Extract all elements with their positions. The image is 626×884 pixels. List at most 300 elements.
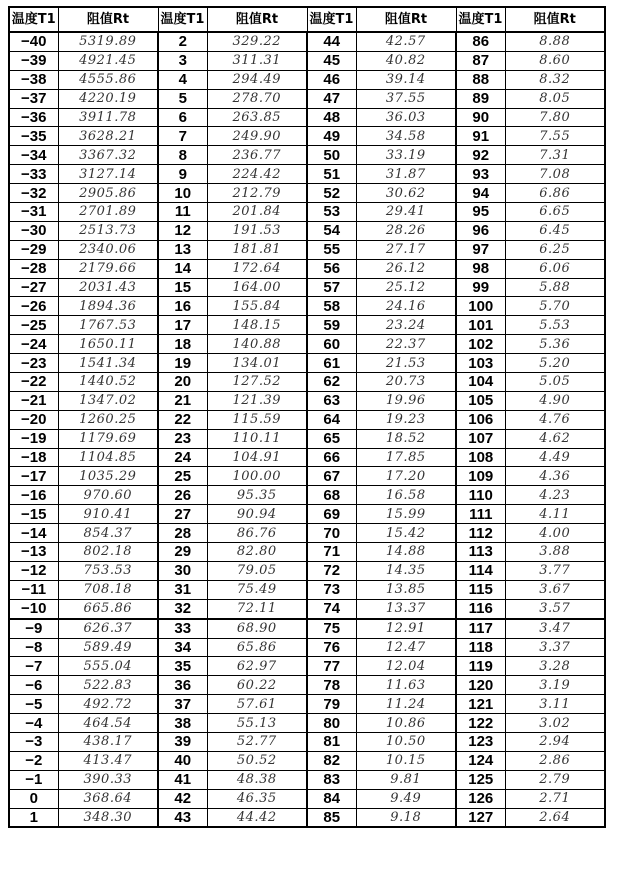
temp-cell: 4 [158, 70, 207, 89]
temp-cell: 24 [158, 448, 207, 467]
table-row [9, 51, 605, 70]
temp-cell: 116 [456, 599, 505, 618]
temp-cell: −26 [9, 297, 58, 316]
temp-cell: 109 [456, 467, 505, 486]
header-temp-2: 温度T1 [158, 7, 207, 32]
temp-cell: −3 [9, 732, 58, 751]
resistance-cell: 6.25 [505, 240, 605, 259]
resistance-cell: 2.94 [505, 732, 605, 751]
temp-cell: 96 [456, 221, 505, 240]
resistance-cell: 4.49 [505, 448, 605, 467]
resistance-cell: 3.11 [505, 695, 605, 714]
resistance-cell: 75.49 [207, 580, 307, 599]
resistance-cell: 3367.32 [58, 146, 158, 165]
table-row [9, 410, 605, 429]
temp-cell: −17 [9, 467, 58, 486]
temp-cell: 92 [456, 146, 505, 165]
resistance-cell: 115.59 [207, 410, 307, 429]
resistance-cell: 25.12 [356, 278, 456, 297]
table-row [9, 599, 605, 618]
table-row [9, 278, 605, 297]
table-row [9, 391, 605, 410]
temp-cell: −37 [9, 89, 58, 108]
temp-cell: −27 [9, 278, 58, 297]
temp-cell: 59 [307, 316, 356, 335]
resistance-cell: 2.79 [505, 770, 605, 789]
temp-cell: 81 [307, 732, 356, 751]
resistance-cell: 34.58 [356, 127, 456, 146]
resistance-cell: 2701.89 [58, 203, 158, 222]
resistance-cell: 1179.69 [58, 429, 158, 448]
temp-cell: −15 [9, 505, 58, 524]
resistance-cell: 110.11 [207, 429, 307, 448]
table-row [9, 221, 605, 240]
temp-cell: 55 [307, 240, 356, 259]
temp-cell: −30 [9, 221, 58, 240]
resistance-cell: 4.23 [505, 486, 605, 505]
resistance-cell: 854.37 [58, 524, 158, 543]
resistance-cell: 626.37 [58, 619, 158, 638]
temp-cell: 47 [307, 89, 356, 108]
resistance-cell: 1541.34 [58, 354, 158, 373]
resistance-cell: 134.01 [207, 354, 307, 373]
resistance-cell: 201.84 [207, 203, 307, 222]
table-row [9, 695, 605, 714]
resistance-cell: 1894.36 [58, 297, 158, 316]
table-row [9, 448, 605, 467]
resistance-cell: 18.52 [356, 429, 456, 448]
temp-cell: −22 [9, 373, 58, 392]
table-row [9, 335, 605, 354]
resistance-cell: 57.61 [207, 695, 307, 714]
temp-cell: 65 [307, 429, 356, 448]
temp-cell: 30 [158, 561, 207, 580]
temp-cell: 14 [158, 259, 207, 278]
resistance-cell: 2.86 [505, 751, 605, 770]
temp-cell: 1 [9, 808, 58, 827]
temp-cell: 31 [158, 580, 207, 599]
temp-cell: 126 [456, 789, 505, 808]
temp-cell: −2 [9, 751, 58, 770]
temp-cell: 33 [158, 619, 207, 638]
temp-cell: 19 [158, 354, 207, 373]
resistance-cell: 294.49 [207, 70, 307, 89]
resistance-cell: 1440.52 [58, 373, 158, 392]
temp-cell: 101 [456, 316, 505, 335]
resistance-cell: 148.15 [207, 316, 307, 335]
resistance-cell: 589.49 [58, 638, 158, 657]
temp-cell: 51 [307, 165, 356, 184]
resistance-cell: 10.15 [356, 751, 456, 770]
resistance-cell: 6.06 [505, 259, 605, 278]
resistance-cell: 7.31 [505, 146, 605, 165]
temp-cell: 76 [307, 638, 356, 657]
temp-cell: 16 [158, 297, 207, 316]
temp-cell: 38 [158, 714, 207, 733]
resistance-cell: 140.88 [207, 335, 307, 354]
temp-cell: 91 [456, 127, 505, 146]
temp-cell: 71 [307, 543, 356, 562]
table-row [9, 146, 605, 165]
temp-cell: 45 [307, 51, 356, 70]
resistance-cell: 9.18 [356, 808, 456, 827]
resistance-cell: 6.65 [505, 203, 605, 222]
resistance-cell: 9.49 [356, 789, 456, 808]
table-row [9, 789, 605, 808]
temp-cell: 125 [456, 770, 505, 789]
resistance-cell: 1260.25 [58, 410, 158, 429]
resistance-cell: 5.05 [505, 373, 605, 392]
temp-cell: 104 [456, 373, 505, 392]
temp-cell: −6 [9, 676, 58, 695]
resistance-cell: 3.77 [505, 561, 605, 580]
resistance-cell: 27.17 [356, 240, 456, 259]
resistance-cell: 44.42 [207, 808, 307, 827]
resistance-cell: 5.20 [505, 354, 605, 373]
resistance-cell: 1347.02 [58, 391, 158, 410]
resistance-cell: 311.31 [207, 51, 307, 70]
temp-cell: 9 [158, 165, 207, 184]
resistance-cell: 79.05 [207, 561, 307, 580]
temp-cell: −8 [9, 638, 58, 657]
temp-cell: −34 [9, 146, 58, 165]
resistance-cell: 4220.19 [58, 89, 158, 108]
resistance-cell: 90.94 [207, 505, 307, 524]
temp-cell: 37 [158, 695, 207, 714]
resistance-cell: 5.53 [505, 316, 605, 335]
resistance-cell: 121.39 [207, 391, 307, 410]
resistance-cell: 23.24 [356, 316, 456, 335]
resistance-cell: 212.79 [207, 184, 307, 203]
table-row [9, 580, 605, 599]
temp-cell: 74 [307, 599, 356, 618]
temp-cell: 29 [158, 543, 207, 562]
temp-cell: 50 [307, 146, 356, 165]
resistance-cell: 1035.29 [58, 467, 158, 486]
resistance-cell: 164.00 [207, 278, 307, 297]
temp-cell: 113 [456, 543, 505, 562]
temp-cell: −33 [9, 165, 58, 184]
resistance-cell: 249.90 [207, 127, 307, 146]
resistance-cell: 86.76 [207, 524, 307, 543]
temp-cell: −25 [9, 316, 58, 335]
temp-cell: 88 [456, 70, 505, 89]
resistance-cell: 3.19 [505, 676, 605, 695]
resistance-cell: 708.18 [58, 580, 158, 599]
resistance-cell: 82.80 [207, 543, 307, 562]
temp-cell: 94 [456, 184, 505, 203]
temp-cell: 40 [158, 751, 207, 770]
temp-cell: 103 [456, 354, 505, 373]
resistance-cell: 5.36 [505, 335, 605, 354]
temp-cell: 90 [456, 108, 505, 127]
temp-cell: 53 [307, 203, 356, 222]
temp-cell: 70 [307, 524, 356, 543]
resistance-cell: 21.53 [356, 354, 456, 373]
temp-cell: 18 [158, 335, 207, 354]
table-row [9, 619, 605, 638]
temp-cell: 61 [307, 354, 356, 373]
temp-cell: 27 [158, 505, 207, 524]
temp-cell: −39 [9, 51, 58, 70]
temp-cell: 122 [456, 714, 505, 733]
resistance-cell: 7.55 [505, 127, 605, 146]
temp-cell: 63 [307, 391, 356, 410]
resistance-cell: 14.88 [356, 543, 456, 562]
resistance-cell: 5319.89 [58, 32, 158, 51]
resistance-cell: 30.62 [356, 184, 456, 203]
resistance-cell: 7.08 [505, 165, 605, 184]
resistance-cell: 12.47 [356, 638, 456, 657]
resistance-cell: 37.55 [356, 89, 456, 108]
temp-cell: 7 [158, 127, 207, 146]
resistance-cell: 329.22 [207, 32, 307, 51]
temp-cell: −32 [9, 184, 58, 203]
resistance-cell: 2179.66 [58, 259, 158, 278]
temp-cell: 112 [456, 524, 505, 543]
table-row [9, 316, 605, 335]
resistance-cell: 802.18 [58, 543, 158, 562]
resistance-cell: 224.42 [207, 165, 307, 184]
table-row [9, 638, 605, 657]
resistance-cell: 13.37 [356, 599, 456, 618]
temp-cell: 99 [456, 278, 505, 297]
resistance-cell: 555.04 [58, 657, 158, 676]
temp-cell: 118 [456, 638, 505, 657]
table-row [9, 108, 605, 127]
resistance-cell: 6.45 [505, 221, 605, 240]
temp-cell: −12 [9, 561, 58, 580]
temp-cell: 17 [158, 316, 207, 335]
resistance-cell: 3127.14 [58, 165, 158, 184]
resistance-cell: 2905.86 [58, 184, 158, 203]
resistance-cell: 48.38 [207, 770, 307, 789]
temp-cell: 62 [307, 373, 356, 392]
resistance-cell: 40.82 [356, 51, 456, 70]
temp-cell: −1 [9, 770, 58, 789]
resistance-cell: 52.77 [207, 732, 307, 751]
temp-cell: −19 [9, 429, 58, 448]
temp-cell: 57 [307, 278, 356, 297]
temp-cell: 84 [307, 789, 356, 808]
resistance-cell: 368.64 [58, 789, 158, 808]
table-row [9, 184, 605, 203]
temp-cell: 98 [456, 259, 505, 278]
resistance-cell: 3628.21 [58, 127, 158, 146]
resistance-cell: 42.57 [356, 32, 456, 51]
temp-cell: 49 [307, 127, 356, 146]
resistance-cell: 7.80 [505, 108, 605, 127]
rt-table [8, 6, 606, 828]
temp-cell: 28 [158, 524, 207, 543]
table-row [9, 429, 605, 448]
temp-cell: 67 [307, 467, 356, 486]
resistance-cell: 12.91 [356, 619, 456, 638]
resistance-cell: 29.41 [356, 203, 456, 222]
table-row [9, 127, 605, 146]
resistance-cell: 8.60 [505, 51, 605, 70]
resistance-cell: 95.35 [207, 486, 307, 505]
table-row [9, 240, 605, 259]
resistance-cell: 155.84 [207, 297, 307, 316]
table-row [9, 505, 605, 524]
header-temp-4: 温度T1 [456, 7, 505, 32]
temp-cell: −28 [9, 259, 58, 278]
temp-cell: 82 [307, 751, 356, 770]
resistance-cell: 20.73 [356, 373, 456, 392]
resistance-cell: 3.47 [505, 619, 605, 638]
resistance-cell: 4.90 [505, 391, 605, 410]
resistance-cell: 60.22 [207, 676, 307, 695]
resistance-cell: 3.28 [505, 657, 605, 676]
temp-cell: 72 [307, 561, 356, 580]
temp-cell: −16 [9, 486, 58, 505]
temp-cell: 5 [158, 89, 207, 108]
resistance-cell: 10.86 [356, 714, 456, 733]
table-row [9, 714, 605, 733]
table-body [9, 32, 605, 827]
temp-cell: 22 [158, 410, 207, 429]
temp-cell: 58 [307, 297, 356, 316]
resistance-cell: 8.88 [505, 32, 605, 51]
temp-cell: 115 [456, 580, 505, 599]
temp-cell: 64 [307, 410, 356, 429]
temp-cell: 35 [158, 657, 207, 676]
resistance-cell: 9.81 [356, 770, 456, 789]
temp-cell: −14 [9, 524, 58, 543]
resistance-cell: 263.85 [207, 108, 307, 127]
temp-cell: 34 [158, 638, 207, 657]
resistance-cell: 36.03 [356, 108, 456, 127]
temp-cell: −10 [9, 599, 58, 618]
resistance-cell: 26.12 [356, 259, 456, 278]
table-row [9, 373, 605, 392]
resistance-cell: 104.91 [207, 448, 307, 467]
resistance-cell: 3.02 [505, 714, 605, 733]
temp-cell: −9 [9, 619, 58, 638]
temp-cell: 105 [456, 391, 505, 410]
temp-cell: −21 [9, 391, 58, 410]
table-row [9, 259, 605, 278]
table-row [9, 89, 605, 108]
temp-cell: 100 [456, 297, 505, 316]
table-row [9, 32, 605, 51]
temp-cell: 11 [158, 203, 207, 222]
temp-cell: −35 [9, 127, 58, 146]
resistance-cell: 11.24 [356, 695, 456, 714]
resistance-cell: 16.58 [356, 486, 456, 505]
temp-cell: 123 [456, 732, 505, 751]
resistance-cell: 2340.06 [58, 240, 158, 259]
table-row [9, 676, 605, 695]
resistance-cell: 4555.86 [58, 70, 158, 89]
temp-cell: 86 [456, 32, 505, 51]
temp-cell: 10 [158, 184, 207, 203]
temp-cell: −24 [9, 335, 58, 354]
resistance-cell: 4921.45 [58, 51, 158, 70]
temp-cell: 110 [456, 486, 505, 505]
header-row [9, 7, 605, 32]
table-row [9, 524, 605, 543]
resistance-cell: 3.88 [505, 543, 605, 562]
temp-cell: 32 [158, 599, 207, 618]
resistance-cell: 522.83 [58, 676, 158, 695]
resistance-cell: 3.67 [505, 580, 605, 599]
temp-cell: 15 [158, 278, 207, 297]
temp-cell: 26 [158, 486, 207, 505]
resistance-cell: 438.17 [58, 732, 158, 751]
temp-cell: 3 [158, 51, 207, 70]
resistance-cell: 5.88 [505, 278, 605, 297]
temp-cell: 107 [456, 429, 505, 448]
resistance-cell: 17.20 [356, 467, 456, 486]
temp-cell: 39 [158, 732, 207, 751]
temp-cell: −7 [9, 657, 58, 676]
temp-cell: 83 [307, 770, 356, 789]
resistance-cell: 3911.78 [58, 108, 158, 127]
resistance-cell: 19.96 [356, 391, 456, 410]
resistance-cell: 12.04 [356, 657, 456, 676]
resistance-cell: 2031.43 [58, 278, 158, 297]
resistance-cell: 236.77 [207, 146, 307, 165]
resistance-cell: 3.37 [505, 638, 605, 657]
resistance-cell: 191.53 [207, 221, 307, 240]
temp-cell: −23 [9, 354, 58, 373]
table-row [9, 751, 605, 770]
table-row [9, 543, 605, 562]
temp-cell: 54 [307, 221, 356, 240]
header-resistance-2: 阻值Rt [207, 7, 307, 32]
resistance-cell: 3.57 [505, 599, 605, 618]
temp-cell: 106 [456, 410, 505, 429]
resistance-cell: 46.35 [207, 789, 307, 808]
header-resistance-3: 阻值Rt [356, 7, 456, 32]
temp-cell: 89 [456, 89, 505, 108]
resistance-cell: 15.42 [356, 524, 456, 543]
temp-cell: 69 [307, 505, 356, 524]
temp-cell: 0 [9, 789, 58, 808]
resistance-cell: 22.37 [356, 335, 456, 354]
resistance-cell: 17.85 [356, 448, 456, 467]
table-row [9, 203, 605, 222]
temp-cell: 75 [307, 619, 356, 638]
resistance-cell: 31.87 [356, 165, 456, 184]
resistance-cell: 1650.11 [58, 335, 158, 354]
resistance-cell: 172.64 [207, 259, 307, 278]
temp-cell: 78 [307, 676, 356, 695]
resistance-cell: 753.53 [58, 561, 158, 580]
resistance-cell: 4.36 [505, 467, 605, 486]
temp-cell: 114 [456, 561, 505, 580]
temp-cell: 87 [456, 51, 505, 70]
temp-cell: 60 [307, 335, 356, 354]
temp-cell: −20 [9, 410, 58, 429]
resistance-cell: 55.13 [207, 714, 307, 733]
temp-cell: 108 [456, 448, 505, 467]
resistance-cell: 910.41 [58, 505, 158, 524]
temp-cell: −36 [9, 108, 58, 127]
resistance-cell: 4.00 [505, 524, 605, 543]
temp-cell: 52 [307, 184, 356, 203]
resistance-cell: 15.99 [356, 505, 456, 524]
resistance-cell: 181.81 [207, 240, 307, 259]
header-temp-3: 温度T1 [307, 7, 356, 32]
resistance-cell: 14.35 [356, 561, 456, 580]
resistance-cell: 72.11 [207, 599, 307, 618]
header-resistance-4: 阻值Rt [505, 7, 605, 32]
resistance-cell: 2.64 [505, 808, 605, 827]
temp-cell: 42 [158, 789, 207, 808]
